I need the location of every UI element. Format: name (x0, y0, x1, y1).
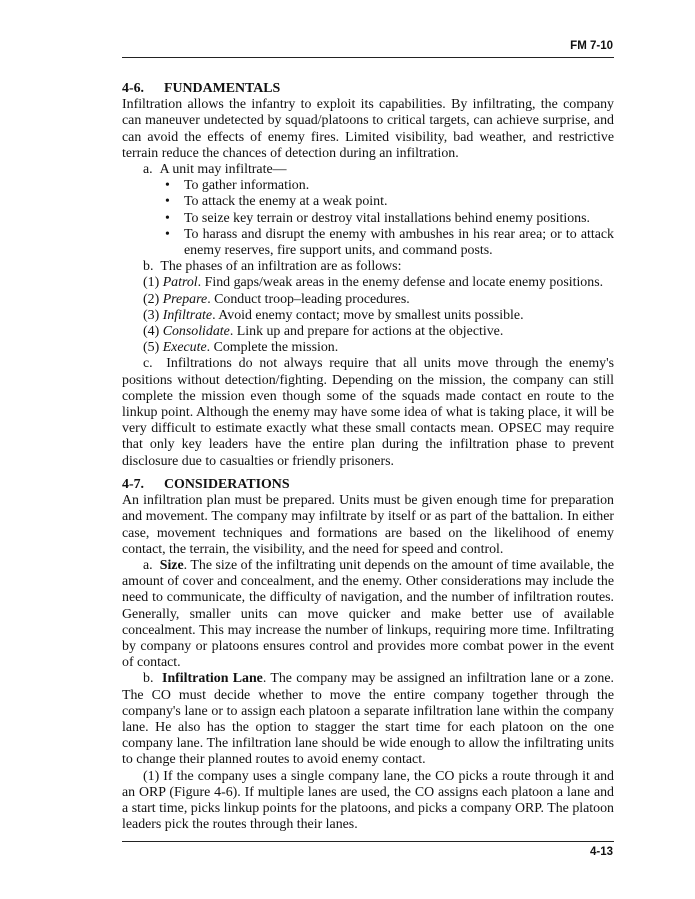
paragraph-term: Size (159, 558, 184, 574)
phase-term: Infiltrate (162, 307, 213, 323)
bullet-list (122, 178, 614, 259)
paragraph-size (122, 558, 614, 671)
phase-number: (4) (143, 324, 160, 340)
paragraph-label: a. (143, 558, 160, 574)
phase-item (122, 324, 614, 340)
paragraph-label: b. (143, 671, 163, 687)
phase-term: Execute (162, 340, 207, 356)
phase-number: (1) (143, 275, 160, 291)
section-title: CONSIDERATIONS (164, 477, 290, 492)
paragraph-term: Infiltration Lane (162, 671, 263, 687)
section-fundamentals (122, 81, 614, 470)
phase-number: (5) (143, 340, 160, 356)
phase-item (122, 340, 614, 356)
section-heading (122, 477, 614, 493)
phase-item (122, 275, 614, 291)
section-heading (122, 81, 614, 97)
document-id: FM 7-10 (570, 40, 613, 52)
phase-text: . Complete the mission. (206, 340, 339, 356)
section-number: 4-6. (122, 81, 144, 96)
phase-term: Consolidate (162, 324, 230, 340)
list-item: • To attack the enemy at a weak point. (122, 194, 614, 210)
phase-text: . Conduct troop–leading procedures. (207, 291, 410, 307)
phase-text: . Link up and prepare for actions at the objective. (229, 324, 504, 340)
phase-item (122, 308, 614, 324)
section-number: 4-7. (122, 477, 144, 492)
list-item: • To gather information. (122, 178, 614, 194)
paragraph-b: b. The phases of an infiltration are as follows: (143, 259, 402, 275)
phase-term: Prepare (162, 291, 208, 307)
phase-term: Patrol (162, 275, 198, 291)
list-item: • To harass and disrupt the enemy with ambushes in his rear area; or to attack enemy reserves, fire support units, and command posts. (122, 227, 614, 259)
page-number: 4-13 (589, 846, 613, 858)
paragraph-intro: An infiltration plan must be prepared. Units must be given enough time for preparation and movement. The company may infiltrate by itself or as part of the battalion. In either case, movement techniques and formations are based on the likelihood of enemy contact, the terrain, the visibility, and the need for speed and control. (122, 493, 614, 557)
paragraph-c: c. Infiltrations do not always require that all units move through the enemy's positions without detection/fighting. Depending on the mission, the company can still complete the mission even though some of the squads made contact en route to the linkup point. Although the enemy may have some idea of what is taking place, it will be very difficult to estimate exactly what these small contacts mean. OPSEC may require that only key leaders have the entire plan during the infiltration phase to prevent disclosure due to casualties or friendly prisoners. (122, 356, 614, 469)
header-rule (122, 57, 614, 58)
paragraph-text: . The company may be assigned an infiltration lane or a zone. The CO must decide whether to move the entire company together through the company's lane or to assign each platoon a separate infiltration lane within the company lane. He also has the option to stagger the start time for each platoon on the one company lane. The infiltration lane should be wide enough to allow the infiltrating units to change their planned routes to avoid enemy contact. (122, 671, 614, 768)
paragraph-b1: (1) If the company uses a single company lane, the CO picks a route through it and an ORP (Figure 4-6). If multiple lanes are used, the CO assigns each platoon a lane and a start time, picks linkup points for the platoons, and picks a company ORP. The platoon leaders pick the routes through their lanes. (122, 768, 614, 833)
paragraph-text: . The size of the infiltrating unit depends on the amount of time available, the amount of cover and concealment, and the enemy. Other considerations may include the need to communicate, the difficulty of navigation, and the number of infiltration routes. Generally, smaller units can move quicker and make better use of available concealment. This may increase the number of linkups, requiring more time. Infiltrating by company or platoons ensures control and provides more combat power in the event of contact. (122, 558, 614, 671)
phase-number: (2) (143, 291, 160, 307)
paragraph-a: a. A unit may infiltrate— (143, 162, 287, 178)
phase-text: . Avoid enemy contact; move by smallest units possible. (212, 307, 524, 323)
phase-text: . Find gaps/weak areas in the enemy defense and locate enemy positions. (197, 275, 604, 291)
section-considerations (122, 477, 614, 833)
section-title: FUNDAMENTALS (164, 81, 281, 96)
paragraph-infiltration-lane (122, 671, 614, 768)
paragraph-intro: Infiltration allows the infantry to exploit its capabilities. By infiltrating, the company can maneuver undetected by squad/platoons to critical targets, can achieve surprise, and can avoid the effects of enemy fires. Limited visibility, bad weather, and restrictive terrain reduce the chances of detection during an infiltration. (122, 97, 614, 161)
list-item: • To seize key terrain or destroy vital installations behind enemy positions. (122, 211, 614, 227)
footer-rule (122, 841, 614, 842)
phase-number: (3) (143, 307, 160, 323)
phase-item (122, 292, 614, 308)
